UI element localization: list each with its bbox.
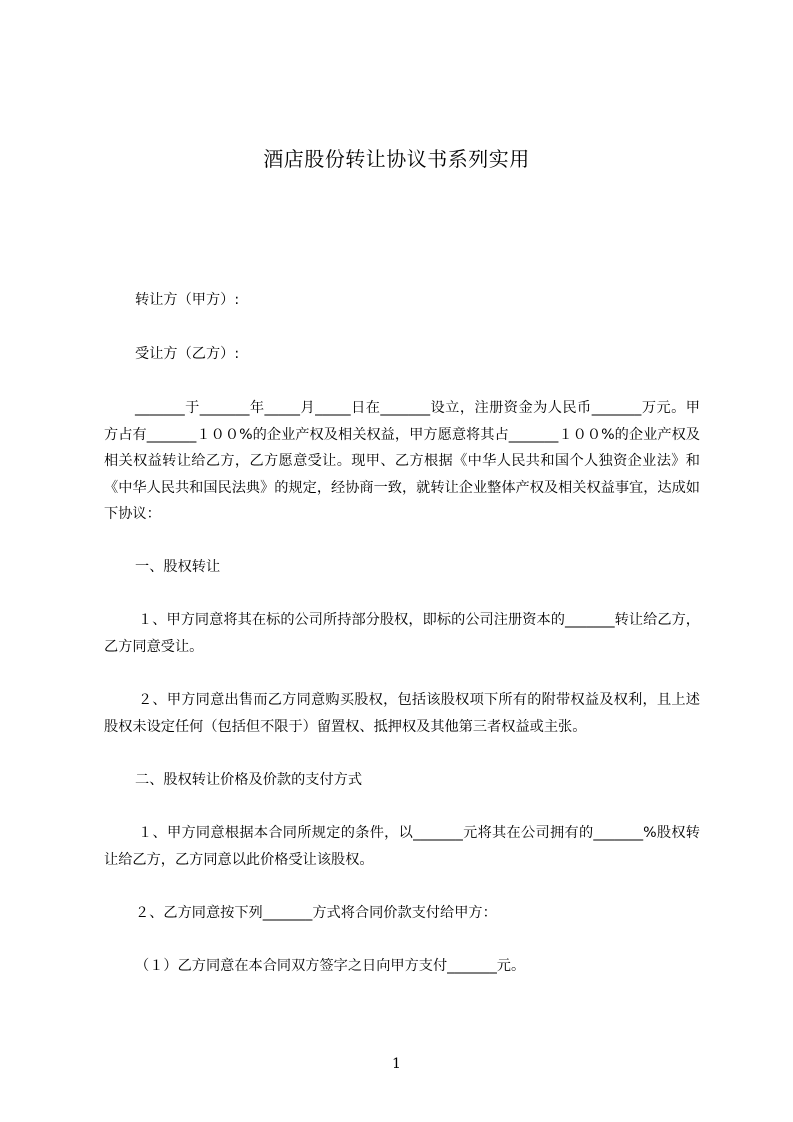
section1-item1: １、甲方同意将其在标的公司所持部分股权，即标的公司注册资本的_______转让给乙方，乙方同意受让。 bbox=[104, 612, 700, 655]
page-number: 1 bbox=[392, 1056, 401, 1072]
document-title: 酒店股份转让协议书系列实用 bbox=[263, 147, 530, 171]
party-a-line: 转让方（甲方）: bbox=[135, 292, 240, 308]
section2-heading: 二、股权转让价格及价款的支付方式 bbox=[135, 772, 363, 788]
intro-paragraph: _______于_______年_____月_____日在_______设立，注册资金为人民币_______万元。甲方占有_______１００%的企业产权及相关权益，甲方愿意将其占_______１００%的企业产权及相关权益转让给乙方，乙方愿意受让。现甲、乙方根据《中华人民共和国个人独资企业法》和《中华人民共和国民法典》的规定，经协商一致，就转让企业整体产权及相关权益事宜，达成如下协议： bbox=[104, 400, 700, 522]
party-b-line: 受让方（乙方）: bbox=[135, 346, 240, 362]
section1-heading: 一、股权转让 bbox=[135, 559, 221, 575]
section2-item2-sub1: （１）乙方同意在本合同双方签字之日向甲方支付_______元。 bbox=[135, 958, 526, 974]
section2-item2: ２、乙方同意按下列_______方式将合同价款支付给甲方： bbox=[135, 905, 497, 921]
section2-item1: １、甲方同意根据本合同所规定的条件，以_______元将其在公司拥有的_______%股权转让给乙方，乙方同意以此价格受让该股权。 bbox=[104, 825, 700, 868]
section1-item2: ２、甲方同意出售而乙方同意购买股权，包括该股权项下所有的附带权益及权利，且上述股权未设定任何（包括但不限于）留置权、抵押权及其他第三者权益或主张。 bbox=[104, 692, 700, 735]
